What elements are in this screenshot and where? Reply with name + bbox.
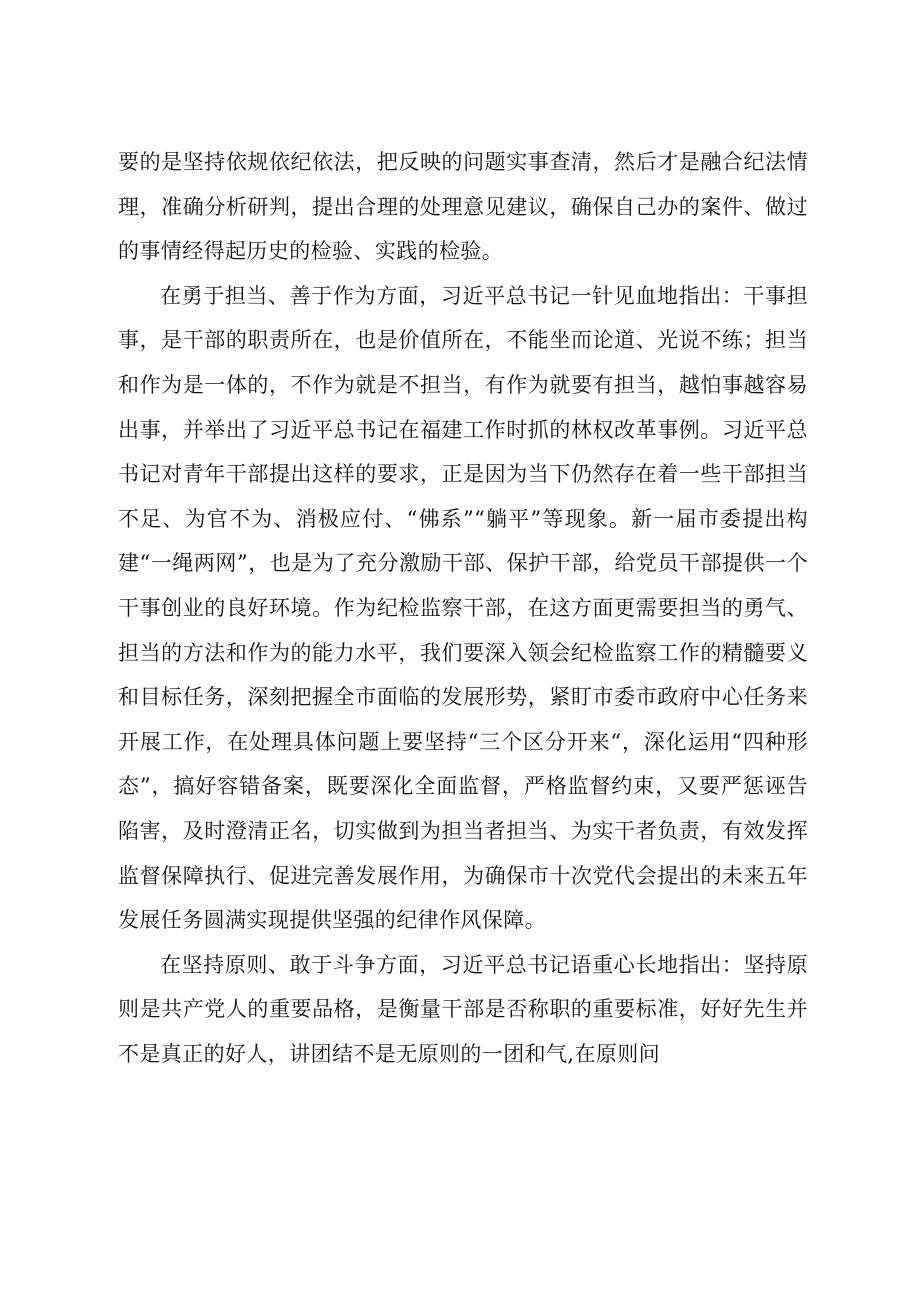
document-body [118, 140, 808, 1076]
paragraph-responsibility: 在勇于担当、善于作为方面，习近平总书记一针见血地指出：干事担事，是干部的职责所在，也是价值所在，不能坐而论道、光说不练；担当和作为是一体的，不作为就是不担当，有作为就要有担当，越怕事越容易出事，并举出了习近平总书记在福建工作时抓的林权改革事例。习近平总书记对青年干部提出这样的要求，正是因为当下仍然存在着一些干部担当不足、为官不为、消极应付、“佛系”“躺平”等现象。新一届市委提出构建“一绳两网”，也是为了充分激励干部、保护干部，给党员干部提供一个干事创业的良好环境。作为纪检监察干部，在这方面更需要担当的勇气、担当的方法和作为的能力水平，我们要深入领会纪检监察工作的精髓要义和目标任务，深刻把握全市面临的发展形势，紧盯市委市政府中心任务来开展工作，在处理具体问题上要坚持“三个区分开来“，深化运用“四种形态”，搞好容错备案，既要深化全面监督，严格监督约束，又要严惩诬告陷害，及时澄清正名，切实做到为担当者担当、为实干者负责，有效发挥监督保障执行、促进完善发展作用，为确保市十次党代会提出的未来五年发展任务圆满实现提供坚强的纪律作风保障。 [118, 283, 808, 933]
paragraph-principle: 在坚持原则、敢于斗争方面，习近平总书记语重心长地指出：坚持原则是共产党人的重要品格，是衡量干部是否称职的重要标准，好好先生并不是真正的好人，讲团结不是无原则的一团和气,在原则问 [118, 952, 808, 1066]
paragraph-continuation: 要的是坚持依规依纪依法，把反映的问题实事查清，然后才是融合纪法情理，准确分析研判，提出合理的处理意见建议，确保自己办的案件、做过的事情经得起历史的检验、实践的检验。 [118, 150, 808, 264]
